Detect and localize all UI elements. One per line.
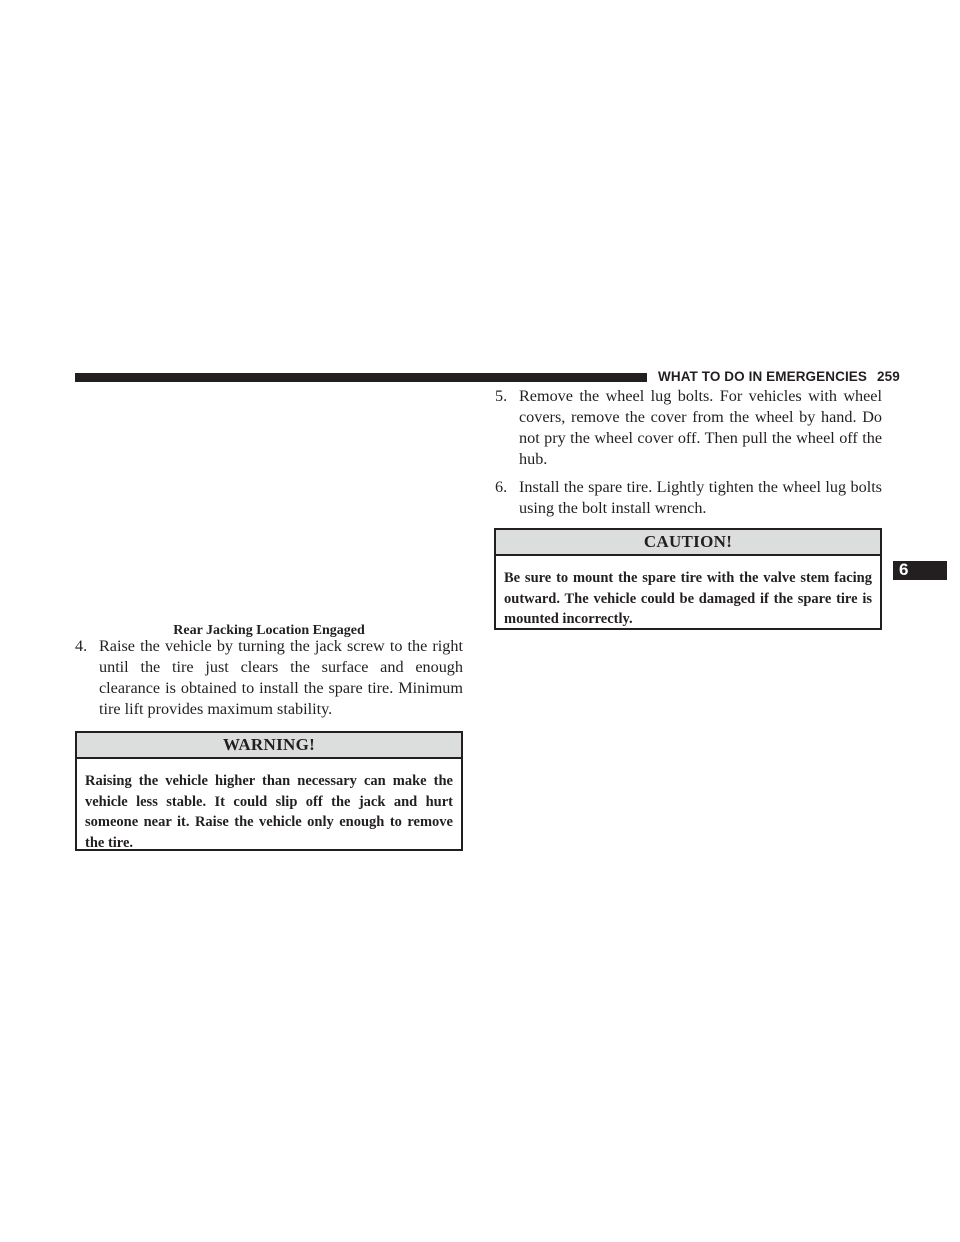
step-5 — [495, 386, 882, 470]
chapter-tab-label: 6 — [899, 560, 909, 579]
step-text: Raise the vehicle by turning the jack screw to the right until the tire just clears the surface and enough clearance is obtained to install the spare tire. Minimum tire lift provides maximum stability. — [99, 637, 463, 718]
page-number: 259 — [877, 369, 900, 384]
step-number: 5. — [495, 387, 508, 405]
step-text: Install the spare tire. Lightly tighten the wheel lug bolts using the bolt install wrench. — [519, 478, 882, 517]
warning-body: Raising the vehicle higher than necessary can make the vehicle less stable. It could slip off the jack and hurt someone near it. Raise the vehicle only enough to remove the tire. — [85, 773, 453, 851]
step-text: Remove the wheel lug bolts. For vehicles with wheel covers, remove the cover from the wheel by hand. Do not pry the wheel cover off. Then pull the wheel off the hub. — [519, 387, 882, 468]
caution-body: Be sure to mount the spare tire with the valve stem facing outward. The vehicle could be damaged if the spare tire is mounted incorrectly. — [504, 570, 872, 627]
header-rule — [75, 373, 647, 382]
warning-title: WARNING! — [77, 733, 461, 759]
section-title: WHAT TO DO IN EMERGENCIES — [658, 369, 868, 384]
step-number: 4. — [75, 637, 88, 655]
chapter-tab — [893, 561, 947, 580]
warning-box — [75, 731, 463, 851]
running-header — [658, 369, 900, 384]
figure-caption: Rear Jacking Location Engaged — [173, 623, 365, 638]
step-4 — [75, 636, 463, 720]
step-number: 6. — [495, 478, 508, 496]
caution-title: CAUTION! — [496, 530, 880, 556]
step-6 — [495, 477, 882, 519]
caution-box — [494, 528, 882, 630]
